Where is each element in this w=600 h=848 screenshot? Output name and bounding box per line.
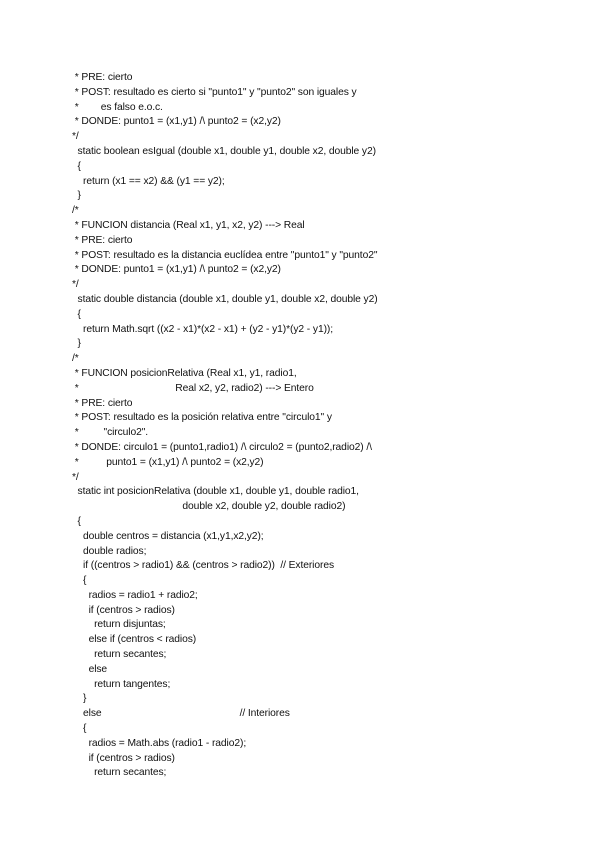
code-line: */	[72, 471, 79, 483]
code-line: {	[72, 308, 81, 320]
code-line: if ((centros > radio1) && (centros > radio2)) // Exteriores	[72, 560, 334, 572]
code-line: if (centros > radios)	[72, 604, 175, 616]
code-line: * DONDE: punto1 = (x1,y1) /\ punto2 = (x2,y2)	[72, 264, 281, 276]
code-line: * es falso e.o.c.	[72, 101, 163, 113]
code-line: if (centros > radios)	[72, 752, 175, 764]
code-line: * POST: resultado es la distancia euclídea entre "punto1" y "punto2"	[72, 249, 378, 261]
code-line: static int posicionRelativa (double x1, double y1, double radio1,	[72, 486, 359, 498]
code-line: {	[72, 515, 81, 527]
code-line: * Real x2, y2, radio2) ---> Entero	[72, 382, 314, 394]
code-line: * DONDE: circulo1 = (punto1,radio1) /\ circulo2 = (punto2,radio2) /\	[72, 441, 372, 453]
code-line: return secantes;	[72, 649, 167, 661]
code-line: radios = radio1 + radio2;	[72, 589, 198, 601]
code-line: * FUNCION posicionRelativa (Real x1, y1, radio1,	[72, 367, 297, 379]
code-line: double x2, double y2, double radio2)	[72, 501, 346, 513]
code-line: * PRE: cierto	[72, 397, 133, 409]
code-line: radios = Math.abs (radio1 - radio2);	[72, 737, 247, 749]
code-line: return tangentes;	[72, 678, 171, 690]
code-line: * DONDE: punto1 = (x1,y1) /\ punto2 = (x2,y2)	[72, 116, 281, 128]
code-line: else if (centros < radios)	[72, 634, 197, 646]
code-line: * FUNCION distancia (Real x1, y1, x2, y2) ---> Real	[72, 219, 305, 231]
code-line: {	[72, 575, 87, 587]
code-line: {	[72, 723, 87, 735]
code-line: else // Interiores	[72, 708, 290, 720]
code-line: return Math.sqrt ((x2 - x1)*(x2 - x1) + (y2 - y1)*(y2 - y1));	[72, 323, 333, 335]
code-line: */	[72, 131, 79, 143]
code-line: * POST: resultado es cierto si "punto1" y "punto2" son iguales y	[72, 86, 357, 98]
code-line: }	[72, 693, 87, 705]
code-line: * POST: resultado es la posición relativa entre "circulo1" y	[72, 412, 332, 424]
code-line: */	[72, 279, 79, 291]
code-line: return disjuntas;	[72, 619, 166, 631]
code-line: * PRE: cierto	[72, 72, 133, 83]
code-line: double centros = distancia (x1,y1,x2,y2);	[72, 530, 264, 542]
code-line: }	[72, 338, 81, 350]
code-line: static boolean esIgual (double x1, double y1, double x2, double y2)	[72, 145, 376, 157]
code-listing	[72, 71, 592, 781]
code-line: else	[72, 663, 108, 675]
code-line: }	[72, 190, 81, 202]
code-line: double radios;	[72, 545, 147, 557]
code-line: * "circulo2".	[72, 427, 149, 439]
code-line: {	[72, 160, 81, 172]
code-line: /*	[72, 353, 79, 365]
code-line: return secantes;	[72, 767, 167, 779]
code-line: * PRE: cierto	[72, 234, 133, 246]
code-line: /*	[72, 205, 79, 217]
code-line: static double distancia (double x1, double y1, double x2, double y2)	[72, 293, 378, 305]
code-line: return (x1 == x2) && (y1 == y2);	[72, 175, 225, 187]
code-line: * punto1 = (x1,y1) /\ punto2 = (x2,y2)	[72, 456, 264, 468]
